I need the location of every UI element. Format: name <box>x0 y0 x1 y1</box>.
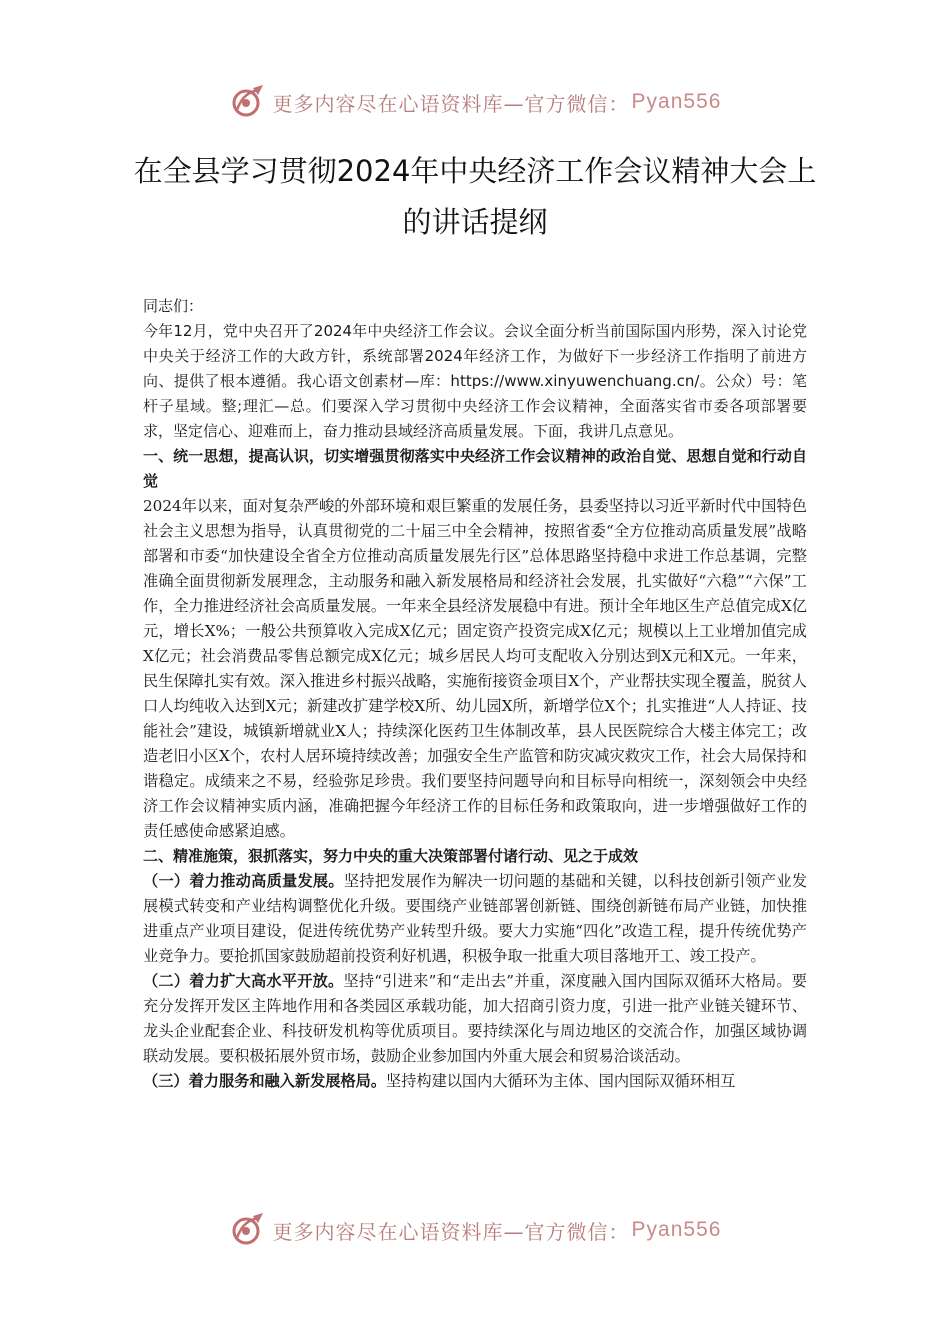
subsection1-paragraph <box>143 869 807 969</box>
pen-swirl-logo-icon <box>229 82 269 122</box>
subsection2-lead: （二）着力扩大高水平开放。 <box>143 972 344 990</box>
section2-heading: 二、精准施策，狠抓落实，努力中央的重大决策部署付诸行动、见之于成效 <box>143 847 639 865</box>
document-body <box>143 294 807 1094</box>
subsection2-body: 坚持“引进来”和“走出去”并重，深度融入国内国际双循环大格局。要充分发挥开发区主阵地作用和各类园区承载功能，加大招商引资力度，引进一批产业链关键环节、龙头企业配套企业、科技研发机构等优质项目。要持续深化与周边地区的交流合作，加强区域协调联动发展。要积极拓展外贸市场，鼓励企业参加国内外重大展会和贸易洽谈活动。 <box>143 972 807 1065</box>
watermark-wechat-id: Pyan556 <box>631 90 722 113</box>
watermark-text: 更多内容尽在心语资料库—官方微信： <box>272 91 630 116</box>
section1-paragraph: 2024年以来，面对复杂严峻的外部环境和艰巨繁重的发展任务，县委坚持以习近平新时代中国特色社会主义思想为指导，认真贯彻党的二十届三中全会精神，按照省委“全方位推动高质量发展”战略部署和市委“加快建设全省全方位推动高质量发展先行区”总体思路坚持稳中求进工作总基调，完整准确全面贯彻新发展理念，主动服务和融入新发展格局和经济社会发展，扎实做好“六稳”“六保”工作，全力推进经济社会高质量发展。一年来全县经济发展稳中有进。预计全年地区生产总值完成X亿元，增长X%；一般公共预算收入完成X亿元；固定资产投资完成X亿元；规模以上工业增加值完成X亿元；社会消费品零售总额完成X亿元；城乡居民人均可支配收入分别达到X元和X元。一年来，民生保障扎实有效。深入推进乡村振兴战略，实施衔接资金项目X个，产业帮扶实现全覆盖，脱贫人口人均纯收入达到X元；新建改扩建学校X所、幼儿园X所，新增学位X个；扎实推进“人人持证、技能社会”建设，城镇新增就业X人；持续深化医药卫生体制改革，县人民医院综合大楼主体完工；改造老旧小区X个，农村人居环境持续改善；加强安全生产监管和防灾减灾救灾工作，社会大局保持和谐稳定。成绩来之不易，经验弥足珍贵。我们要坚持问题导向和目标导向相统一，深刻领会中央经济工作会议精神实质内涵，准确把握今年经济工作的目标任务和政策取向，进一步增强做好工作的责任感使命感紧迫感。 <box>143 497 807 840</box>
watermark-banner-bottom <box>0 1210 950 1250</box>
pen-swirl-logo-icon <box>229 1210 269 1250</box>
subsection3-lead: （三）着力服务和融入新发展格局。 <box>143 1072 386 1090</box>
subsection1-body: 坚持把发展作为解决一切问题的基础和关键，以科技创新引领产业发展模式转变和产业结构调整优化升级。要围绕产业链部署创新链、围绕创新链布局产业链，加快推进重点产业项目建设，促进传统优势产业转型升级。要大力实施“四化”改造工程，提升传统优势产业竞争力。要抢抓国家鼓励超前投资利好机遇，积极争取一批重大项目落地开工、竣工投产。 <box>143 872 808 965</box>
watermark-banner-top <box>0 82 950 122</box>
subsection3-body: 坚持构建以国内大循环为主体、国内国际双循环相互 <box>386 1072 736 1090</box>
intro-paragraph: 今年12月，党中央召开了2024年中央经济工作会议。会议全面分析当前国际国内形势，深入讨论党中央关于经济工作的大政方针，系统部署2024年经济工作，为做好下一步经济工作指明了前进方向、提供了根本遵循。我心语文创素材—库：https://www.xinyuwenchuang.cn/。公众）号：笔杆子星域。整;理汇—总。们要深入学习贯彻中央经济工作会议精神，全面落实省市委各项部署要求，坚定信心、迎难而上，奋力推动县域经济高质量发展。下面，我讲几点意见。 <box>143 322 807 440</box>
watermark-wechat-id: Pyan556 <box>631 1218 722 1241</box>
subsection1-lead: （一）着力推动高质量发展。 <box>143 872 344 890</box>
section1-heading: 一、统一思想，提高认识，切实增强贯彻落实中央经济工作会议精神的政治自觉、思想自觉和行动自觉 <box>143 447 807 490</box>
watermark-text: 更多内容尽在心语资料库—官方微信： <box>272 1219 630 1244</box>
document-title: 在全县学习贯彻2024年中央经济工作会议精神大会上的讲话提纲 <box>133 154 817 239</box>
salutation: 同志们： <box>143 297 204 315</box>
subsection3-paragraph <box>143 1069 807 1094</box>
subsection2-paragraph <box>143 969 807 1069</box>
